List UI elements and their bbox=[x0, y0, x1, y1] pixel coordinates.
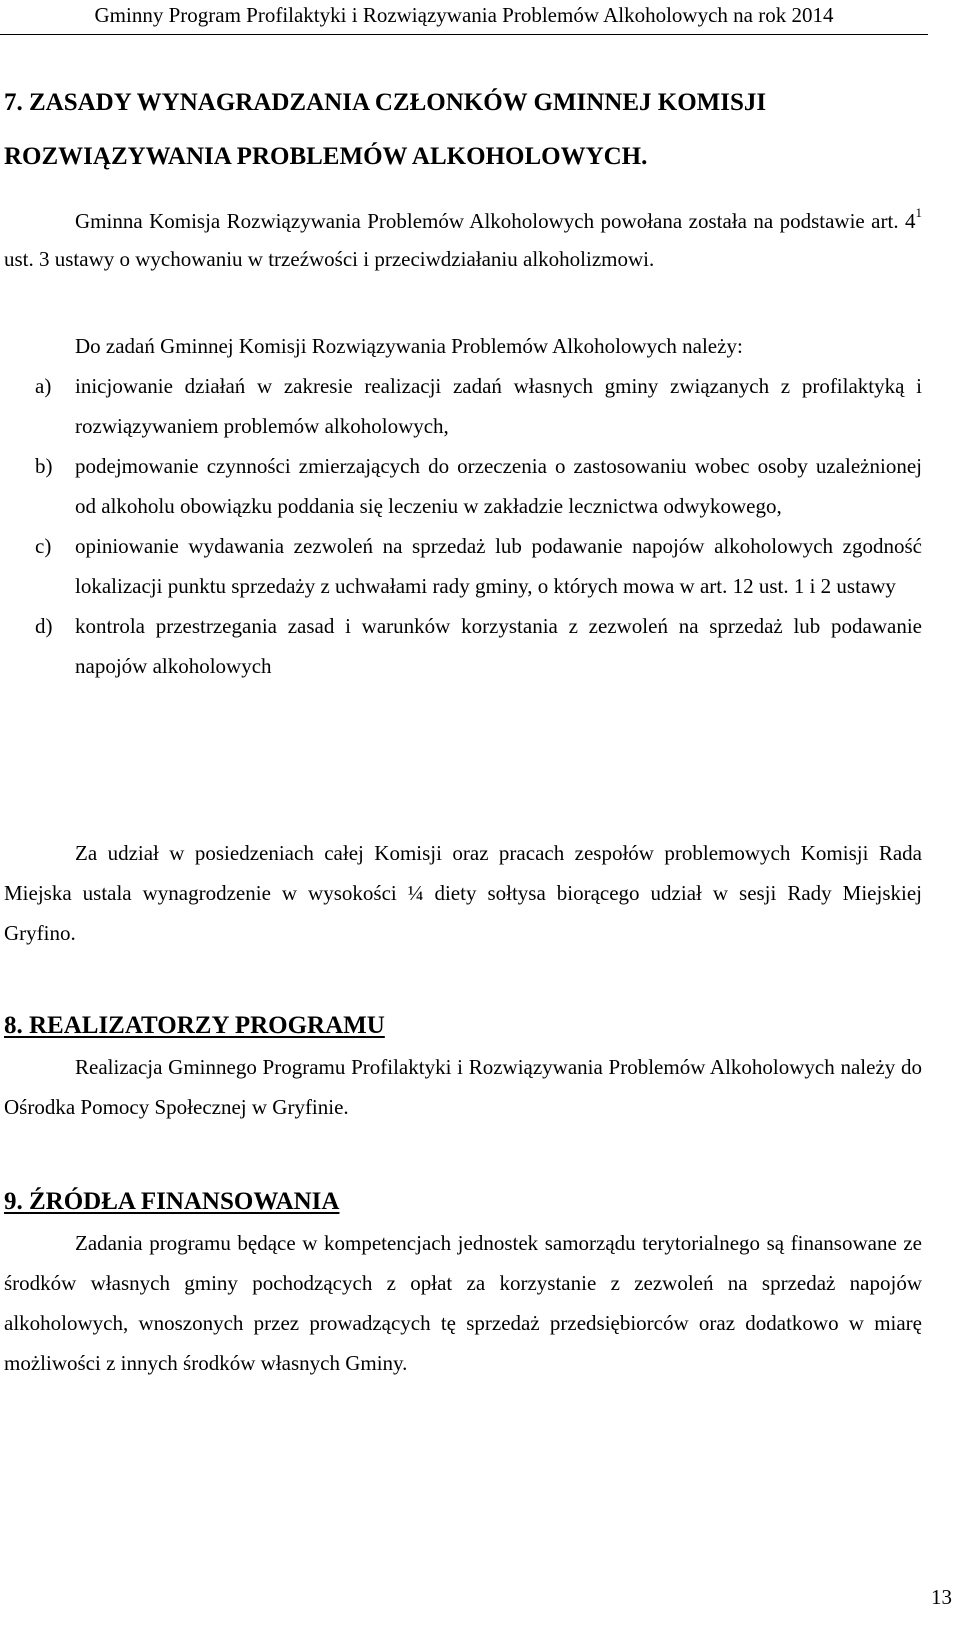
section-9-paragraph: Zadania programu będące w kompetencjach jednostek samorządu terytorialnego są finansowane ze środków własnych gminy pochodzących z opłat za korzystanie z zezwoleń na sprzedaż napojów alkoholowych, wnoszonych przez prowadzących tę sprzedaż przedsiębiorców oraz dodatkowo w miarę możliwości z innych środków własnych Gminy. bbox=[4, 1231, 922, 1375]
list-marker: d) bbox=[35, 614, 53, 638]
section-7-body bbox=[4, 202, 922, 278]
page-number: 13 bbox=[931, 1585, 952, 1609]
section-9-heading bbox=[4, 1175, 922, 1229]
section-8 bbox=[4, 999, 922, 1127]
intro-part2: ust. 3 ustawy o wychowaniu w trzeźwości i przeciwdziałaniu alkoholizmowi. bbox=[4, 247, 655, 271]
list-item-text: kontrola przestrzegania zasad i warunków korzystania z zezwoleń na sprzedaż lub podawanie napojów alkoholowych bbox=[75, 614, 922, 678]
header-rule bbox=[0, 34, 928, 35]
list-marker: a) bbox=[35, 374, 52, 398]
section-7-heading: 7. ZASADY WYNAGRADZANIA CZŁONKÓW GMINNEJ KOMISJI ROZWIĄZYWANIA PROBLEMÓW ALKOHOLOWYCH. bbox=[4, 89, 767, 170]
section-8-paragraph: Realizacja Gminnego Programu Profilaktyki i Rozwiązywania Problemów Alkoholowych należy do Ośrodka Pomocy Społecznej w Gryfinie. bbox=[4, 1055, 922, 1119]
list-item bbox=[4, 446, 922, 526]
remuneration-paragraph: Za udział w posiedzeniach całej Komisji oraz pracach zespołów problemowych Komisji Rada Miejska ustala wynagrodzenie w wysokości ¼ diety sołtysa biorącego udział w sesji Rady Miejskiej Gryfino. bbox=[4, 841, 922, 945]
intro-superscript: 1 bbox=[915, 205, 922, 220]
tasks-list bbox=[4, 366, 922, 686]
list-item bbox=[4, 606, 922, 686]
list-item bbox=[4, 366, 922, 446]
list-marker: b) bbox=[35, 454, 53, 478]
list-item-text: inicjowanie działań w zakresie realizacji zadań własnych gminy związanych z profilaktyką i rozwiązywaniem problemów alkoholowych, bbox=[75, 374, 922, 438]
section-8-heading bbox=[4, 999, 922, 1053]
section-7-tasks bbox=[4, 326, 922, 686]
list-item bbox=[4, 526, 922, 606]
section-8-heading-text: 8. REALIZATORZY PROGRAMU bbox=[4, 1012, 385, 1039]
list-item-text: opiniowanie wydawania zezwoleń na sprzedaż lub podawanie napojów alkoholowych zgodność lokalizacji punktu sprzedaży z uchwałami rady gminy, o których mowa w art. 12 ust. 1 i 2 ustawy bbox=[75, 534, 922, 598]
section-7-intro bbox=[4, 202, 922, 278]
tasks-intro: Do zadań Gminnej Komisji Rozwiązywania Problemów Alkoholowych należy: bbox=[75, 334, 743, 358]
section-9-heading-text: 9. ŹRÓDŁA FINANSOWANIA bbox=[4, 1188, 340, 1215]
intro-part1: Gminna Komisja Rozwiązywania Problemów Alkoholowych powołana została na podstawie art. 4 bbox=[75, 209, 916, 233]
section-9 bbox=[4, 1175, 922, 1383]
running-header: Gminny Program Profilaktyki i Rozwiązywania Problemów Alkoholowych na rok 2014 bbox=[94, 3, 834, 27]
list-item-text: podejmowanie czynności zmierzających do orzeczenia o zastosowaniu wobec osoby uzależnionej od alkoholu obowiązku poddania się leczeniu w zakładzie lecznictwa odwykowego, bbox=[75, 454, 922, 518]
section-7 bbox=[4, 76, 922, 184]
remuneration-block bbox=[4, 833, 922, 953]
list-marker: c) bbox=[35, 534, 52, 558]
